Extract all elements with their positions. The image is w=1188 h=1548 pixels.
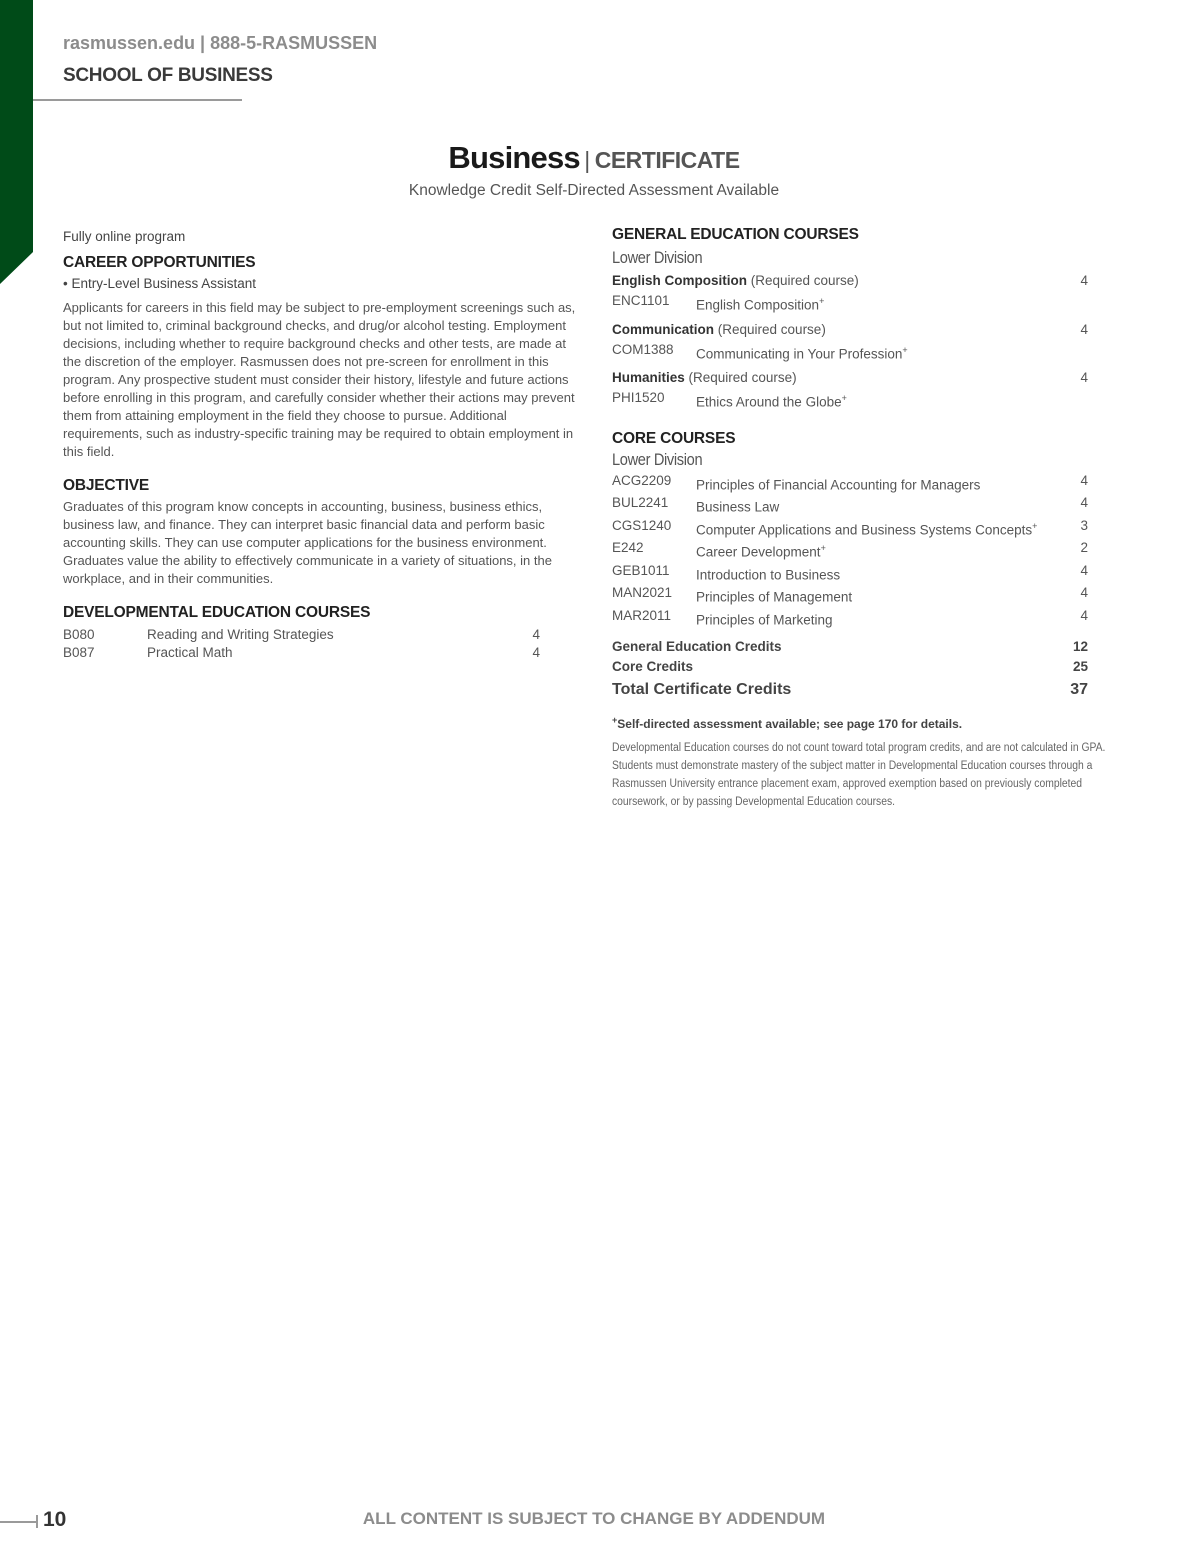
course-name: Ethics Around the Globe — [696, 394, 842, 410]
assessment-marker: + — [819, 296, 825, 306]
core-division: Lower Division — [612, 449, 703, 469]
gen-ed-group — [612, 321, 1088, 364]
course-code: MAN2021 — [612, 585, 673, 600]
page-title — [0, 140, 1188, 176]
course-row — [612, 517, 1088, 540]
gen-ed-area-row — [612, 272, 1088, 290]
course-credits: 2 — [1080, 540, 1088, 555]
course-code: COM1388 — [612, 341, 674, 357]
footnote-text: Self-directed assessment available; see page 170 for details. — [617, 717, 963, 731]
course-credits: 4 — [532, 645, 540, 660]
course-code: B087 — [63, 645, 95, 660]
page-subtitle: Knowledge Credit Self-Directed Assessment Available — [408, 182, 780, 199]
course-row — [612, 292, 1088, 315]
gen-ed-area-row — [612, 369, 1088, 387]
course-code: B080 — [63, 627, 95, 642]
objective-heading: OBJECTIVE — [63, 477, 150, 494]
total-credits-value: 37 — [1070, 681, 1088, 698]
course-credits: 4 — [1080, 495, 1088, 510]
course-name: English Composition — [696, 297, 820, 313]
course-name: Communicating in Your Profession — [696, 346, 903, 361]
course-name: Practical Math — [147, 645, 233, 660]
gen-ed-division: Lower Division — [612, 248, 703, 267]
gen-ed-credits-row — [612, 637, 1088, 657]
page-number: 10 — [43, 1508, 67, 1531]
area-required: (Required course) — [684, 370, 797, 385]
career-bullet: • Entry-Level Business Assistant — [63, 276, 257, 291]
course-code: MAR2011 — [612, 607, 672, 623]
course-row — [63, 626, 540, 644]
area-required: (Required course) — [747, 273, 859, 288]
course-row — [612, 562, 1088, 585]
course-name: Business Law — [696, 499, 780, 515]
header-divider — [33, 99, 242, 101]
left-column — [63, 229, 578, 662]
course-credits: 4 — [1080, 585, 1088, 600]
course-row — [612, 584, 1088, 607]
program-name: Business — [448, 140, 580, 175]
course-code: GEB1011 — [612, 562, 670, 578]
area-name: Humanities — [612, 370, 685, 385]
course-name: Principles of Financial Accounting for Managers — [696, 477, 981, 492]
footnote-marker: + — [612, 715, 618, 725]
course-row — [612, 607, 1088, 630]
course-credits: 3 — [1080, 517, 1088, 533]
area-name: English Composition — [612, 273, 747, 288]
course-name: Reading and Writing Strategies — [147, 627, 334, 642]
total-credits-row — [612, 681, 1088, 699]
area-credits: 4 — [1080, 273, 1088, 288]
gen-ed-credits-value: 12 — [1072, 639, 1088, 654]
course-credits: 4 — [1080, 472, 1088, 488]
course-credits: 4 — [1080, 607, 1088, 623]
assessment-footnote — [612, 715, 1124, 731]
course-credits: 4 — [1080, 562, 1088, 578]
course-credits: 4 — [532, 627, 540, 642]
online-note: Fully online program — [63, 229, 186, 244]
course-name: Career Development — [696, 544, 821, 560]
total-credits-label: Total Certificate Credits — [612, 681, 792, 698]
course-row — [63, 644, 540, 662]
core-credits-row — [612, 657, 1088, 677]
course-row — [612, 472, 1088, 495]
developmental-list — [63, 626, 540, 662]
objective-paragraph: Graduates of this program know concepts in accounting, business, business ethics, business law, and finance. They can interpret basic financial data and perform basic accounting skills. They can use computer applications for the business environment. Graduates value the ability to effectively communicate in a variety of situations, in the workplace, and in their communities. — [63, 499, 552, 586]
core-credits-label: Core Credits — [612, 659, 694, 674]
site-contact: rasmussen.edu | 888-5-RASMUSSEN — [63, 33, 378, 53]
course-row — [612, 341, 1088, 364]
course-code: ACG2209 — [612, 472, 672, 488]
course-name: Introduction to Business — [696, 567, 841, 582]
gen-ed-heading: GENERAL EDUCATION COURSES — [612, 226, 859, 243]
course-code: CGS1240 — [612, 517, 672, 533]
core-heading: CORE COURSES — [612, 429, 736, 447]
core-list — [612, 472, 1088, 630]
course-code: BUL2241 — [612, 495, 669, 510]
course-name: Computer Applications and Business Systems Concepts — [696, 522, 1033, 537]
area-name: Communication — [612, 321, 715, 337]
footer-disclaimer: ALL CONTENT IS SUBJECT TO CHANGE BY ADDENDUM — [362, 1509, 826, 1528]
course-code: PHI1520 — [612, 390, 665, 405]
area-credits: 4 — [1080, 370, 1088, 385]
course-row — [612, 389, 1088, 412]
program-type: CERTIFICATE — [594, 147, 740, 173]
course-name: Principles of Management — [696, 589, 853, 605]
area-credits: 4 — [1080, 321, 1088, 337]
gen-ed-area-row — [612, 321, 1088, 339]
career-paragraph: Applicants for careers in this field may be subject to pre-employment screenings such as, but not limited to, criminal background checks, and drug/or alcohol testing. Employment decisions, including whether to require background checks and other tests, are made at the discretion of the employer. Rasmussen does not pre-screen for enrollment in this program. Any prospective student must consider their history, lifestyle and future actions before enrolling in this program, and carefully consider whether their actions may prevent them from attaining employment in the field they choose to pursue. Additional requirements, such as industry-specific training may be required to obtain employment in this field. — [63, 300, 576, 459]
course-row — [612, 494, 1088, 517]
developmental-heading: DEVELOPMENTAL EDUCATION COURSES — [63, 604, 371, 621]
right-column — [612, 226, 1124, 811]
core-credits-value: 25 — [1072, 659, 1088, 674]
gen-ed-group — [612, 369, 1088, 412]
course-code: ENC1101 — [612, 293, 670, 308]
gen-ed-credits-label: General Education Credits — [612, 639, 782, 654]
assessment-marker: + — [820, 543, 826, 553]
course-row — [612, 539, 1088, 562]
title-separator: | — [584, 147, 591, 173]
credit-totals — [612, 637, 1088, 699]
gen-ed-list — [612, 272, 1088, 412]
developmental-note: Developmental Education courses do not count toward total program credits, and are not calculated in GPA. Students must demonstrate mastery of the subject matter in Developmental Education courses through a Rasmussen University entrance placement exam, approved exemption based on previously completed coursework, or by passing Developmental Education courses. — [612, 742, 1106, 808]
assessment-marker: + — [902, 344, 908, 355]
area-required: (Required course) — [714, 321, 826, 337]
course-code: E242 — [612, 540, 644, 555]
course-name: Principles of Marketing — [696, 612, 833, 627]
assessment-marker: + — [841, 393, 847, 403]
career-heading: CAREER OPPORTUNITIES — [63, 254, 256, 271]
assessment-marker: + — [1032, 520, 1038, 531]
gen-ed-group — [612, 272, 1088, 315]
school-name: SCHOOL OF BUSINESS — [63, 65, 273, 86]
